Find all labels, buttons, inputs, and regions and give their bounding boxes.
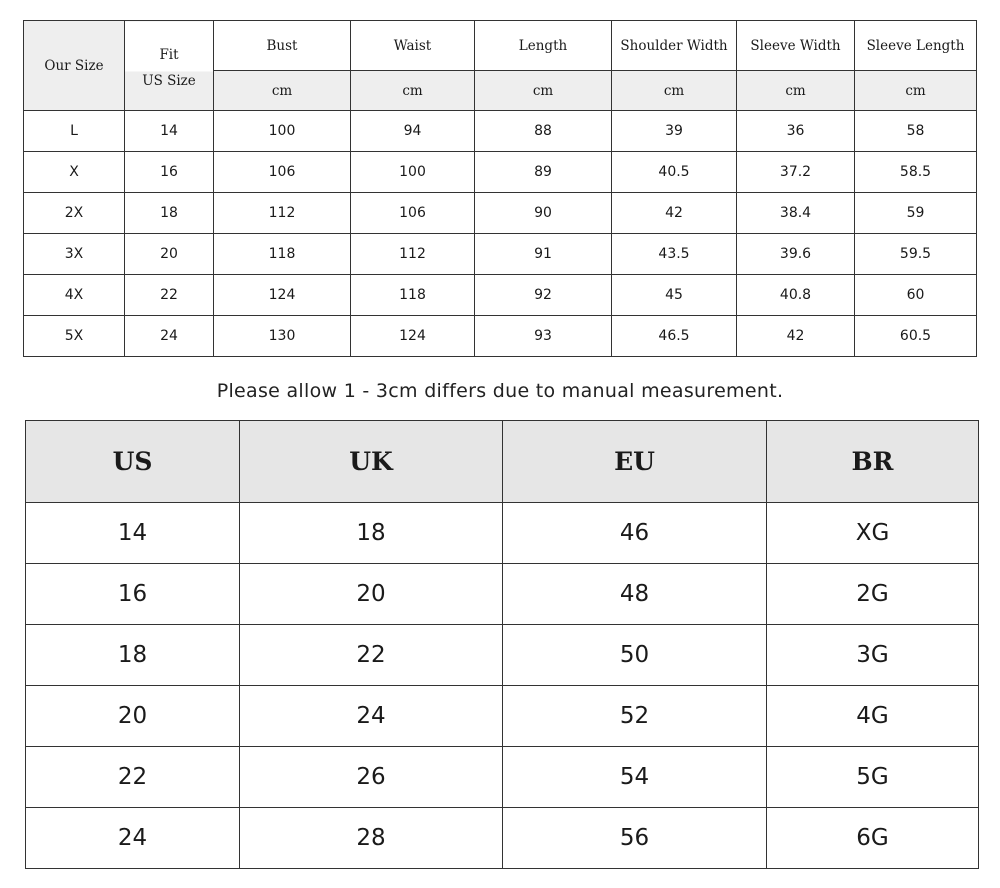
cell-sleeve-width: 40.8 — [737, 275, 855, 316]
cell-uk: 26 — [240, 747, 503, 808]
header-sleeve-width: Sleeve Width — [737, 21, 855, 71]
header-eu: EU — [503, 421, 767, 503]
cell-uk: 24 — [240, 686, 503, 747]
unit-shoulder-width: cm — [612, 71, 737, 111]
table-row — [26, 503, 979, 564]
unit-sleeve-width: cm — [737, 71, 855, 111]
cell-sleeve-width: 39.6 — [737, 234, 855, 275]
table-row — [24, 234, 977, 275]
header-waist: Waist — [351, 21, 475, 71]
header-fit-us-size — [125, 21, 214, 111]
cell-sleeve-length: 60 — [855, 275, 977, 316]
table-row — [26, 686, 979, 747]
cell-eu: 46 — [503, 503, 767, 564]
cell-sleeve-width: 36 — [737, 111, 855, 152]
cell-br: XG — [767, 503, 979, 564]
cell-bust: 130 — [214, 316, 351, 357]
cell-bust: 100 — [214, 111, 351, 152]
header-our-size: Our Size — [24, 21, 125, 111]
header-us: US — [26, 421, 240, 503]
cell-sleeve-length: 60.5 — [855, 316, 977, 357]
cell-waist: 118 — [351, 275, 475, 316]
header-br: BR — [767, 421, 979, 503]
measurement-note: Please allow 1 - 3cm differs due to manual measurement. — [216, 380, 784, 402]
cell-sleeve-width: 38.4 — [737, 193, 855, 234]
cell-shoulder-width: 42 — [612, 193, 737, 234]
unit-bust: cm — [214, 71, 351, 111]
cell-sleeve-length: 58 — [855, 111, 977, 152]
cell-our-size: L — [24, 111, 125, 152]
cell-shoulder-width: 40.5 — [612, 152, 737, 193]
cell-length: 93 — [475, 316, 612, 357]
cell-us: 14 — [26, 503, 240, 564]
cell-sleeve-width: 42 — [737, 316, 855, 357]
cell-us: 18 — [26, 625, 240, 686]
cell-shoulder-width: 43.5 — [612, 234, 737, 275]
size-conversion-table — [25, 420, 979, 869]
cell-sleeve-length: 59.5 — [855, 234, 977, 275]
cell-br: 3G — [767, 625, 979, 686]
cell-our-size: 2X — [24, 193, 125, 234]
table-row — [26, 564, 979, 625]
cell-uk: 22 — [240, 625, 503, 686]
cell-waist: 94 — [351, 111, 475, 152]
cell-eu: 48 — [503, 564, 767, 625]
cell-shoulder-width: 39 — [612, 111, 737, 152]
cell-length: 91 — [475, 234, 612, 275]
table-row — [24, 275, 977, 316]
table-row — [24, 152, 977, 193]
unit-length: cm — [475, 71, 612, 111]
header-us-size: US Size — [142, 72, 196, 89]
cell-bust: 112 — [214, 193, 351, 234]
unit-sleeve-length: cm — [855, 71, 977, 111]
table-row — [26, 625, 979, 686]
cell-sleeve-width: 37.2 — [737, 152, 855, 193]
cell-us-size: 16 — [125, 152, 214, 193]
cell-sleeve-length: 58.5 — [855, 152, 977, 193]
cell-sleeve-length: 59 — [855, 193, 977, 234]
cell-us: 20 — [26, 686, 240, 747]
cell-us-size: 22 — [125, 275, 214, 316]
table-row — [24, 193, 977, 234]
cell-eu: 50 — [503, 625, 767, 686]
header-length: Length — [475, 21, 612, 71]
cell-our-size: 3X — [24, 234, 125, 275]
cell-length: 92 — [475, 275, 612, 316]
unit-waist: cm — [351, 71, 475, 111]
table-row — [24, 316, 977, 357]
table-row — [24, 111, 977, 152]
cell-br: 6G — [767, 808, 979, 869]
cell-waist: 124 — [351, 316, 475, 357]
cell-eu: 56 — [503, 808, 767, 869]
cell-br: 5G — [767, 747, 979, 808]
cell-bust: 118 — [214, 234, 351, 275]
cell-us-size: 20 — [125, 234, 214, 275]
cell-uk: 20 — [240, 564, 503, 625]
table-row — [26, 808, 979, 869]
cell-shoulder-width: 46.5 — [612, 316, 737, 357]
cell-us: 22 — [26, 747, 240, 808]
cell-us-size: 18 — [125, 193, 214, 234]
header-uk: UK — [240, 421, 503, 503]
cell-eu: 52 — [503, 686, 767, 747]
cell-bust: 106 — [214, 152, 351, 193]
cell-our-size: X — [24, 152, 125, 193]
cell-waist: 106 — [351, 193, 475, 234]
table-row — [26, 747, 979, 808]
cell-uk: 28 — [240, 808, 503, 869]
cell-length: 89 — [475, 152, 612, 193]
cell-waist: 112 — [351, 234, 475, 275]
cell-shoulder-width: 45 — [612, 275, 737, 316]
cell-our-size: 5X — [24, 316, 125, 357]
cell-us: 16 — [26, 564, 240, 625]
cell-us-size: 24 — [125, 316, 214, 357]
cell-length: 88 — [475, 111, 612, 152]
cell-waist: 100 — [351, 152, 475, 193]
cell-bust: 124 — [214, 275, 351, 316]
cell-eu: 54 — [503, 747, 767, 808]
header-bust: Bust — [214, 21, 351, 71]
cell-us-size: 14 — [125, 111, 214, 152]
cell-length: 90 — [475, 193, 612, 234]
cell-br: 4G — [767, 686, 979, 747]
header-fit: Fit — [159, 46, 179, 63]
header-sleeve-length: Sleeve Length — [855, 21, 977, 71]
header-shoulder-width: Shoulder Width — [612, 21, 737, 71]
cell-us: 24 — [26, 808, 240, 869]
cell-our-size: 4X — [24, 275, 125, 316]
cell-br: 2G — [767, 564, 979, 625]
cell-uk: 18 — [240, 503, 503, 564]
size-measurement-table — [23, 20, 977, 357]
